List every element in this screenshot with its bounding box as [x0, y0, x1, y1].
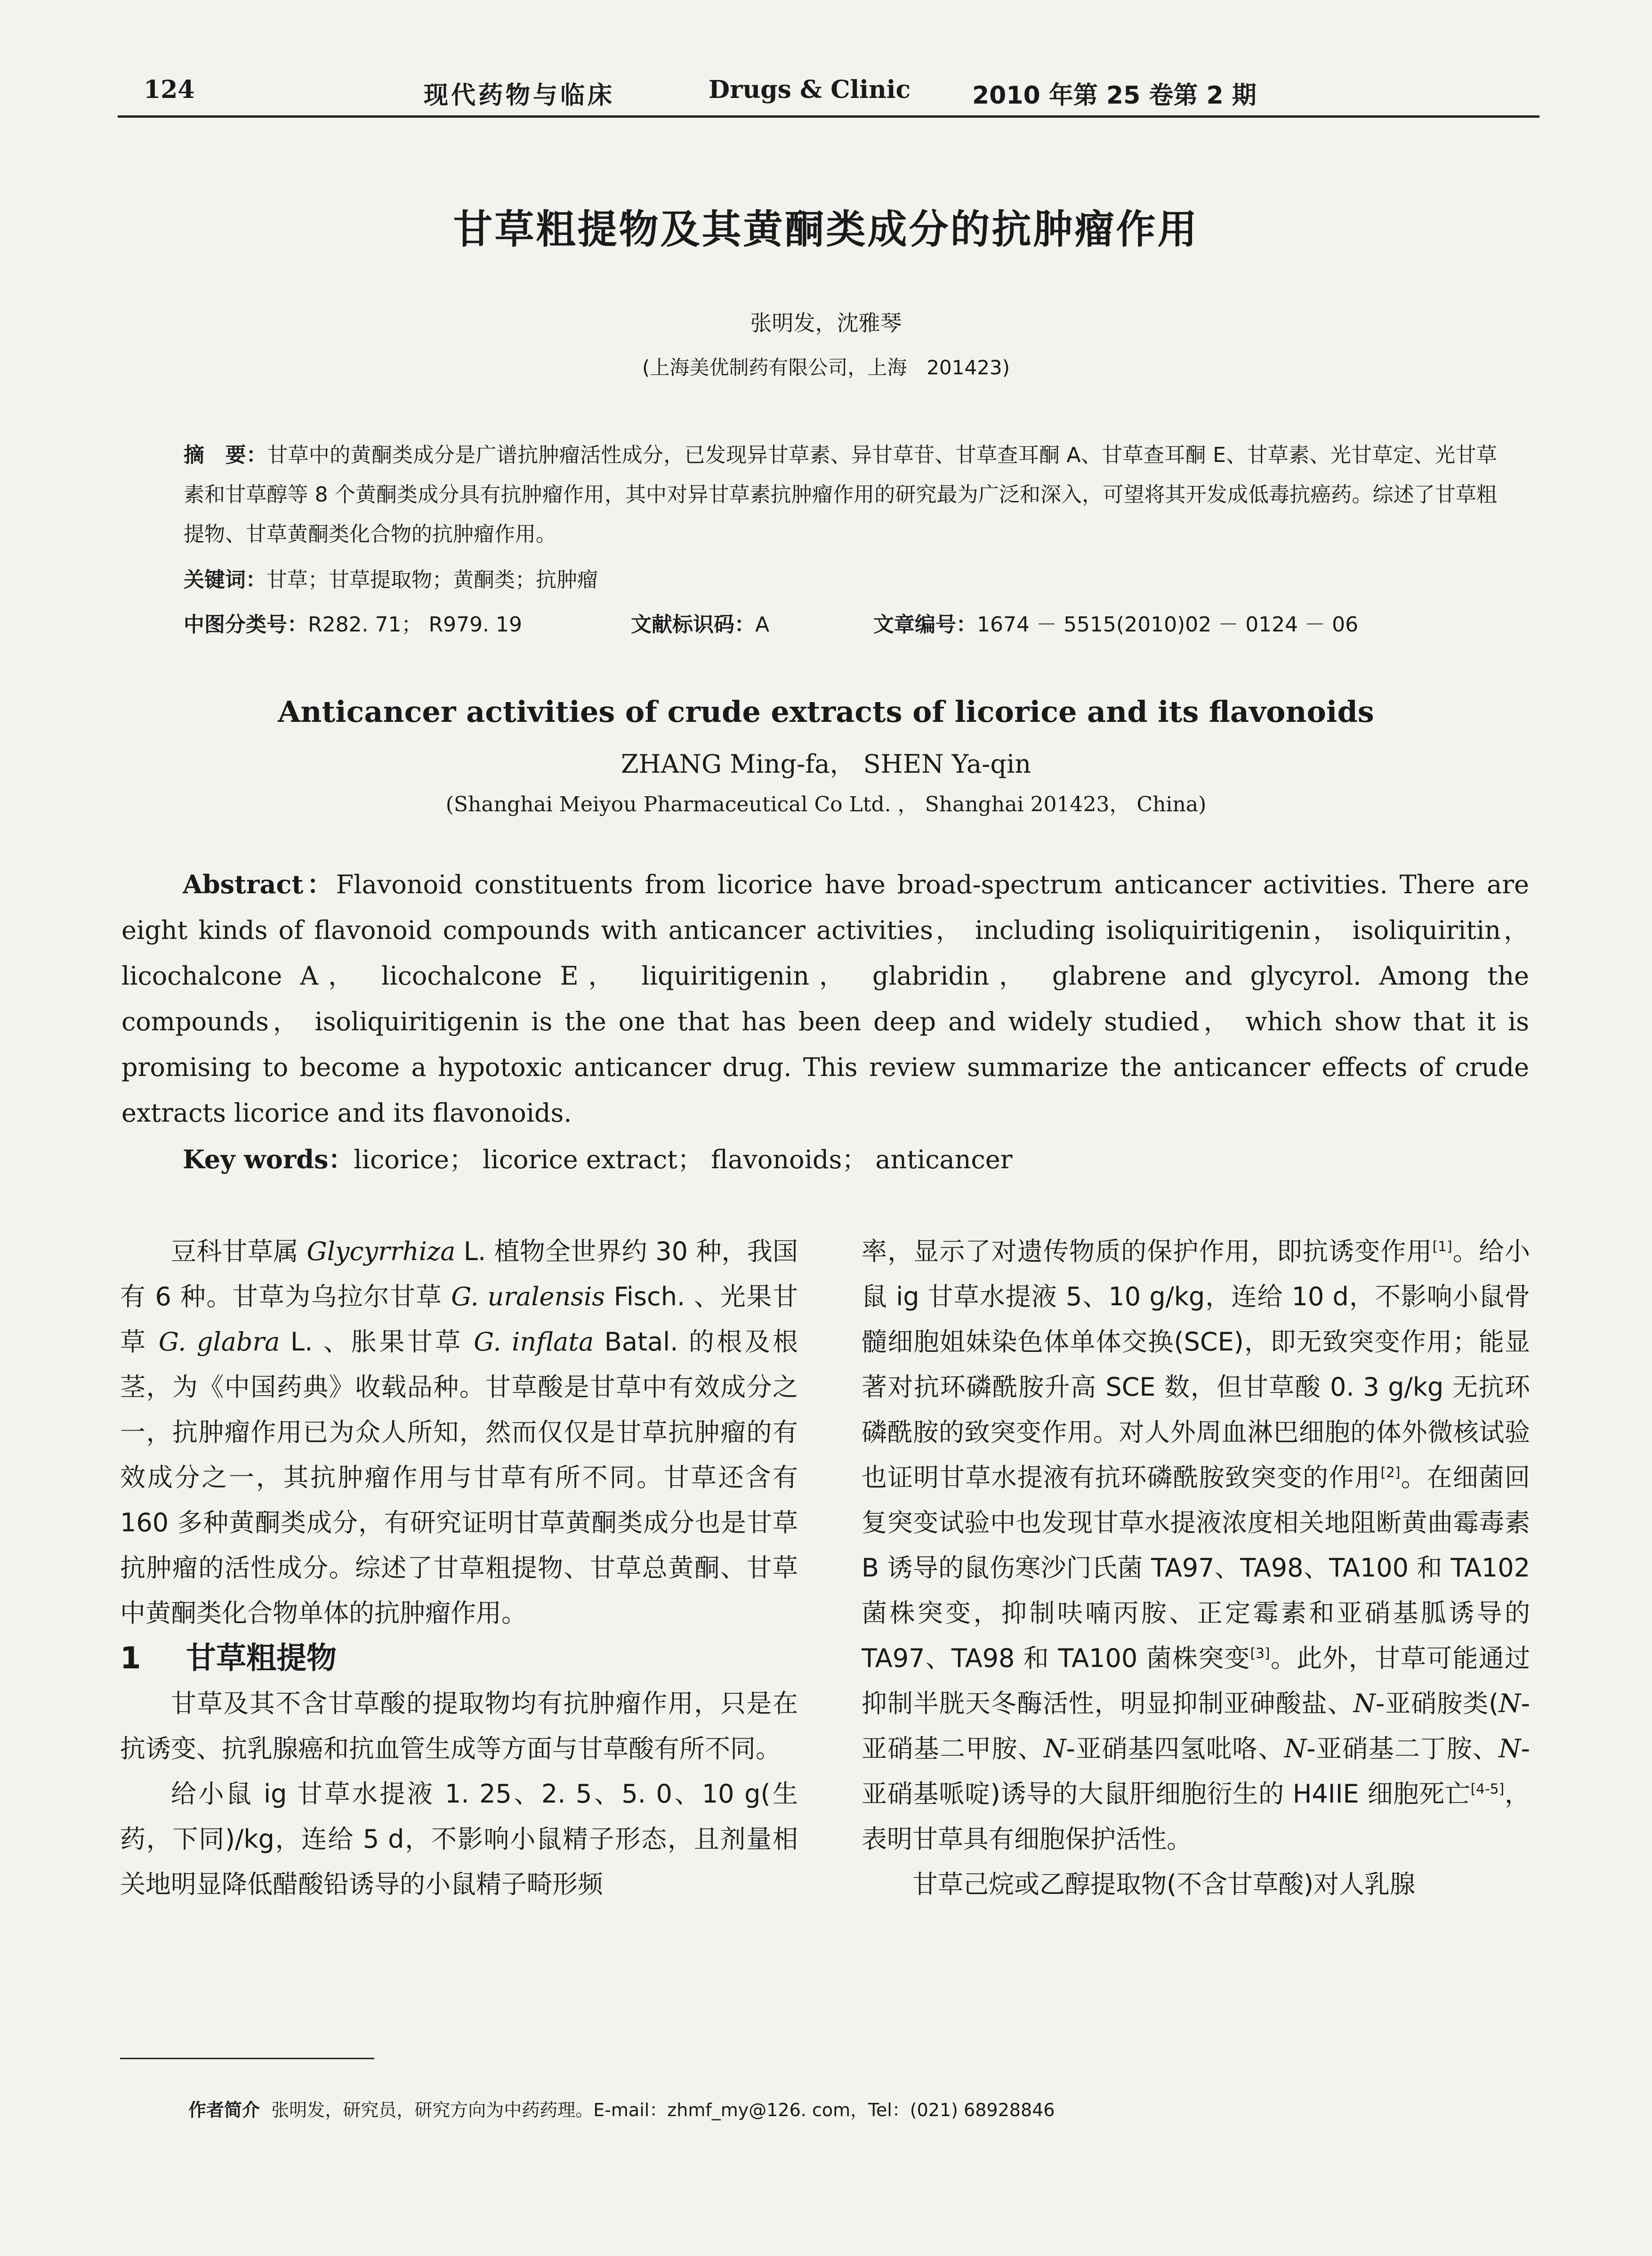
doc-code-label: 文献标识码：	[631, 613, 755, 637]
keywords-en-label: Key words：	[183, 1144, 354, 1174]
article-no-label: 文章编号：	[873, 613, 977, 637]
citation-4-5: [4-5]	[1470, 1781, 1505, 1797]
abstract-cn	[184, 436, 1497, 554]
abstract-en-text: Flavonoid constituents from licorice have broad-spectrum anticancer activities. There are eight kinds of flavonoid compounds with anticancer activities， including isoliquiritigenin， isoliquiritin， licochalcone A， licochalcone E， liquiritigenin， glabridin， glabrene and glycyrol. Among the compounds， isoliquiritigenin is the one that has been deep and widely studied， which show that it is promising to become a hypotoxic anticancer drug. This review summarize the anticancer effects of crude extracts licorice and its flavonoids.	[121, 870, 1529, 1128]
keywords-cn-text: 甘草；甘草提取物；黄酮类；抗肿瘤	[266, 568, 598, 592]
doc-code-value: A	[755, 613, 770, 637]
abstract-cn-label: 摘 要：	[184, 443, 267, 467]
section-1-paragraph-2: 给小鼠 ig 甘草水提液 1. 25、2. 5、5. 0、10 g(生药，下同)/kg，连给 5 d，不影响小鼠精子形态，且剂量相关地明显降低醋酸铅诱导的小鼠精子畸形频	[120, 1779, 798, 1899]
authors-en: ZHANG Ming-fa， SHEN Ya-qin	[621, 749, 1031, 779]
document-code	[631, 607, 769, 638]
affiliation-en: (Shanghai Meiyou Pharmaceutical Co Ltd. ， Shanghai 201423， China)	[445, 792, 1207, 817]
citation-1: [1]	[1432, 1238, 1452, 1255]
keywords-en-text: licorice； licorice extract； flavonoids； anticancer	[354, 1145, 1013, 1174]
journal-title-en: Drugs & Clinic	[709, 75, 911, 104]
section-heading-1	[120, 1636, 798, 1681]
section-title: 甘草粗提物	[186, 1641, 337, 1676]
authors-cn: 张明发，沈雅琴	[750, 310, 902, 336]
author-footnote	[188, 2095, 1055, 2121]
abstract-en-label: Abstract：	[183, 869, 336, 899]
abstract-en	[121, 862, 1529, 1136]
header-rule	[118, 115, 1539, 118]
clc-label: 中图分类号：	[184, 613, 308, 637]
section-number: 1	[120, 1641, 141, 1676]
citation-2: [2]	[1380, 1464, 1401, 1481]
article-no-value: 1674 － 5515(2010)02 － 0124 － 06	[977, 613, 1359, 637]
body-right-column	[862, 1229, 1530, 1907]
intro-paragraph: 豆科甘草属 Glycyrrhiza L. 植物全世界约 30 种，我国有 6 种。甘草为乌拉尔甘草 G. uralensis Fisch. 、光果甘草 G. glabra L. 、胀果甘草 G. inflata Batal. 的根及根茎，为《中国药典》收载品种。甘草酸是甘草中有效成分之一，抗肿瘤作用已为众人所知，然而仅仅是甘草抗肿瘤的有效成分之一，其抗肿瘤作用与甘草有所不同。甘草还含有 160 多种黄酮类成分，有研究证明甘草黄酮类成分也是甘草抗肿瘤的活性成分。综述了甘草粗提物、甘草总黄酮、甘草中黄酮类化合物单体的抗肿瘤作用。	[120, 1237, 798, 1628]
article-title-cn: 甘草粗提物及其黄酮类成分的抗肿瘤作用	[453, 206, 1199, 252]
journal-issue: 2010 年第 25 卷第 2 期	[972, 81, 1257, 110]
clc-value: R282. 71； R979. 19	[308, 613, 523, 637]
affiliation-cn: (上海美优制药有限公司，上海 201423)	[642, 356, 1010, 379]
page-number: 124	[144, 75, 195, 104]
footnote-text: 张明发，研究员，研究方向为中药药理。E-mail：zhmf_my@126. com，Tel：(021) 68928846	[271, 2100, 1055, 2120]
continued-paragraph: 率，显示了对遗传物质的保护作用，即抗诱变作用[1]。给小鼠 ig 甘草水提液 5、10 g/kg，连给 10 d，不影响小鼠骨髓细胞姐妹染色体单体交换(SCE)，即无致突变作用；能显著对抗环磷酰胺升高 SCE 数，但甘草酸 0. 3 g/kg 无抗环磷酰胺的致突变作用。对人外周血淋巴细胞的体外微核试验也证明甘草水提液有抗环磷酰胺致突变的作用[2]。在细菌回复突变试验中也发现甘草水提液浓度相关地阻断黄曲霉毒素 B 诱导的鼠伤寒沙门氏菌 TA97、TA98、TA100 和 TA102 菌株突变，抑制呋喃丙胺、正定霉素和亚硝基胍诱导的 TA97、TA98 和 TA100 菌株突变[3]。此外，甘草可能通过抑制半胱天冬酶活性，明显抑制亚砷酸盐、N-亚硝胺类(N-亚硝基二甲胺、N-亚硝基四氢吡咯、N-亚硝基二丁胺、N-亚硝基哌啶)诱导的大鼠肝细胞衍生的 H4IIE 细胞死亡[4-5]，表明甘草具有细胞保护活性。	[862, 1237, 1531, 1854]
article-number	[873, 607, 1358, 638]
abstract-cn-text: 甘草中的黄酮类成分是广谱抗肿瘤活性成分，已发现异甘草素、异甘草苷、甘草查耳酮 A、甘草查耳酮 E、甘草素、光甘草定、光甘草素和甘草醇等 8 个黄酮类成分具有抗肿瘤作用，其中对异甘草素抗肿瘤作用的研究最为广泛和深入，可望将其开发成低毒抗癌药。综述了甘草粗提物、甘草黄酮类化合物的抗肿瘤作用。	[184, 443, 1498, 546]
keywords-cn-label: 关键词：	[184, 568, 266, 592]
section-1-paragraph-1: 甘草及其不含甘草酸的提取物均有抗肿瘤作用，只是在抗诱变、抗乳腺癌和抗血管生成等方面与甘草酸有所不同。	[120, 1689, 798, 1763]
keywords-en	[183, 1140, 1013, 1176]
next-paragraph: 甘草己烷或乙醇提取物(不含甘草酸)对人乳腺	[912, 1869, 1416, 1899]
footnote-label: 作者简介	[188, 2100, 260, 2120]
body-left-column	[120, 1229, 798, 1907]
article-title-en: Anticancer activities of crude extracts of licorice and its flavonoids	[278, 695, 1374, 729]
citation-3: [3]	[1250, 1645, 1270, 1662]
footnote-rule	[120, 2058, 374, 2059]
clc-number	[184, 607, 522, 638]
keywords-cn	[184, 563, 598, 593]
journal-title-cn: 现代药物与临床	[424, 81, 615, 110]
